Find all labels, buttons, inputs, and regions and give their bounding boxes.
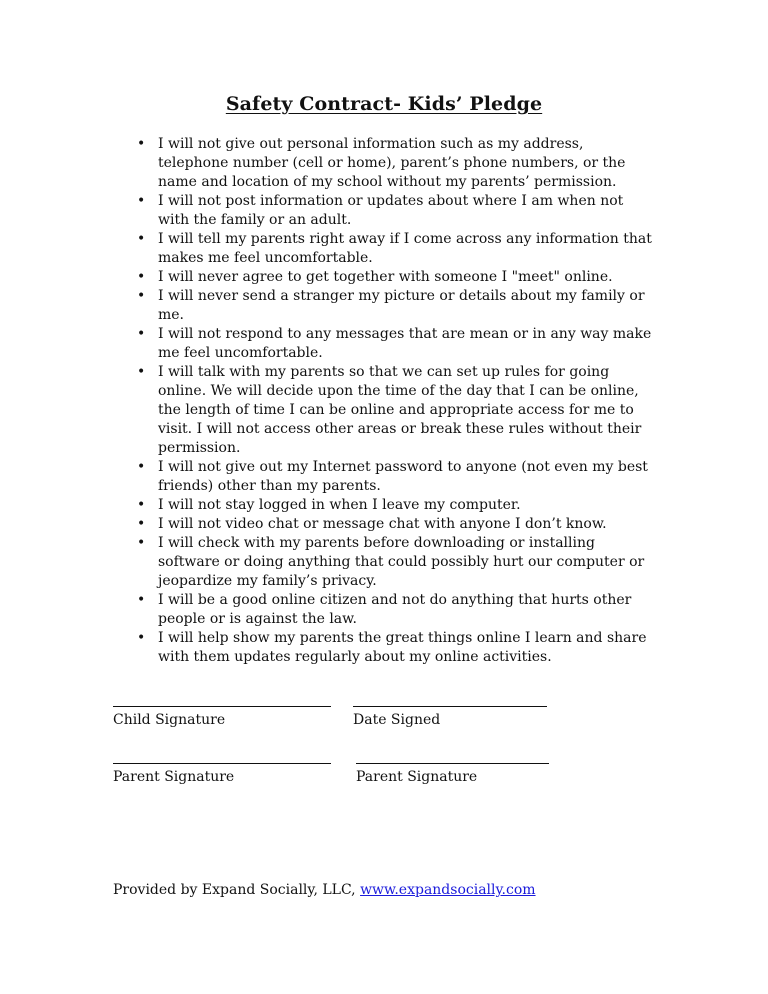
parent-signature-block-1 [113,763,331,787]
pledge-item [136,458,656,496]
pledge-item [136,496,656,515]
footer-text: Provided by Expand Socially, LLC, [113,882,361,898]
pledge-item [136,230,656,268]
pledge-text: I will not video chat or message chat with anyone I don’t know. [158,516,607,532]
bullet-icon: • [137,136,146,152]
footer-link[interactable]: www.expandsocially.com [360,882,536,898]
pledge-text: I will not respond to any messages that are mean or in any way make me feel uncomfortable. [158,326,652,361]
bullet-icon: • [137,516,146,532]
bullet-icon: • [137,459,146,475]
pledge-text: I will talk with my parents so that we can set up rules for going online. We will decide upon the time of the day that I can be online, the length of time I can be online and appropriate access for me to visit. I will not access other areas or break these rules without their permission. [158,364,642,456]
bullet-icon: • [137,269,146,285]
pledge-text: I will never agree to get together with someone I "meet" online. [158,269,613,285]
pledge-text: I will check with my parents before downloading or installing software or doing anything that could possibly hurt our computer or jeopardize my family’s privacy. [158,535,645,589]
pledge-item [136,325,656,363]
date-signed-label: Date Signed [353,712,441,728]
bullet-icon: • [137,288,146,304]
parent-signature-line-2[interactable] [356,763,549,764]
pledge-text: I will tell my parents right away if I come across any information that makes me feel uncomfortable. [158,231,652,266]
pledge-item [136,268,656,287]
date-signed-block [353,706,547,730]
pledge-text: I will not post information or updates about where I am when not with the family or an adult. [158,193,624,228]
bullet-icon: • [137,630,146,646]
date-signed-line[interactable] [353,706,547,707]
pledge-text: I will not stay logged in when I leave my computer. [158,497,521,513]
pledge-item [136,363,656,458]
child-signature-block [113,706,331,730]
pledge-text: I will never send a stranger my picture or details about my family or me. [158,288,645,323]
pledge-item [136,534,656,591]
bullet-icon: • [137,231,146,247]
pledge-item [136,135,656,192]
pledge-item [136,591,656,629]
parent-signature-label-2: Parent Signature [356,769,478,785]
pledge-text: I will not give out my Internet password to anyone (not even my best friends) other than my parents. [158,459,648,494]
pledge-item [136,192,656,230]
pledge-text: I will be a good online citizen and not do anything that hurts other people or is against the law. [158,592,632,627]
bullet-icon: • [137,364,146,380]
pledge-item [136,287,656,325]
pledge-item [136,515,656,534]
page-title: Safety Contract- Kids’ Pledge [225,93,543,115]
bullet-icon: • [137,535,146,551]
footer [113,881,536,900]
parent-signature-label-1: Parent Signature [113,769,235,785]
child-signature-label: Child Signature [113,712,226,728]
pledge-text: I will help show my parents the great things online I learn and share with them updates regularly about my online activities. [158,630,647,665]
bullet-icon: • [137,326,146,342]
parent-signature-block-2 [356,763,549,787]
bullet-icon: • [137,193,146,209]
bullet-icon: • [137,497,146,513]
pledge-list [136,135,656,667]
parent-signature-line-1[interactable] [113,763,331,764]
pledge-item [136,629,656,667]
pledge-text: I will not give out personal information such as my address, telephone number (cell or home), parent’s phone numbers, or the name and location of my school without my parents’ permission. [158,136,626,190]
child-signature-line[interactable] [113,706,331,707]
bullet-icon: • [137,592,146,608]
